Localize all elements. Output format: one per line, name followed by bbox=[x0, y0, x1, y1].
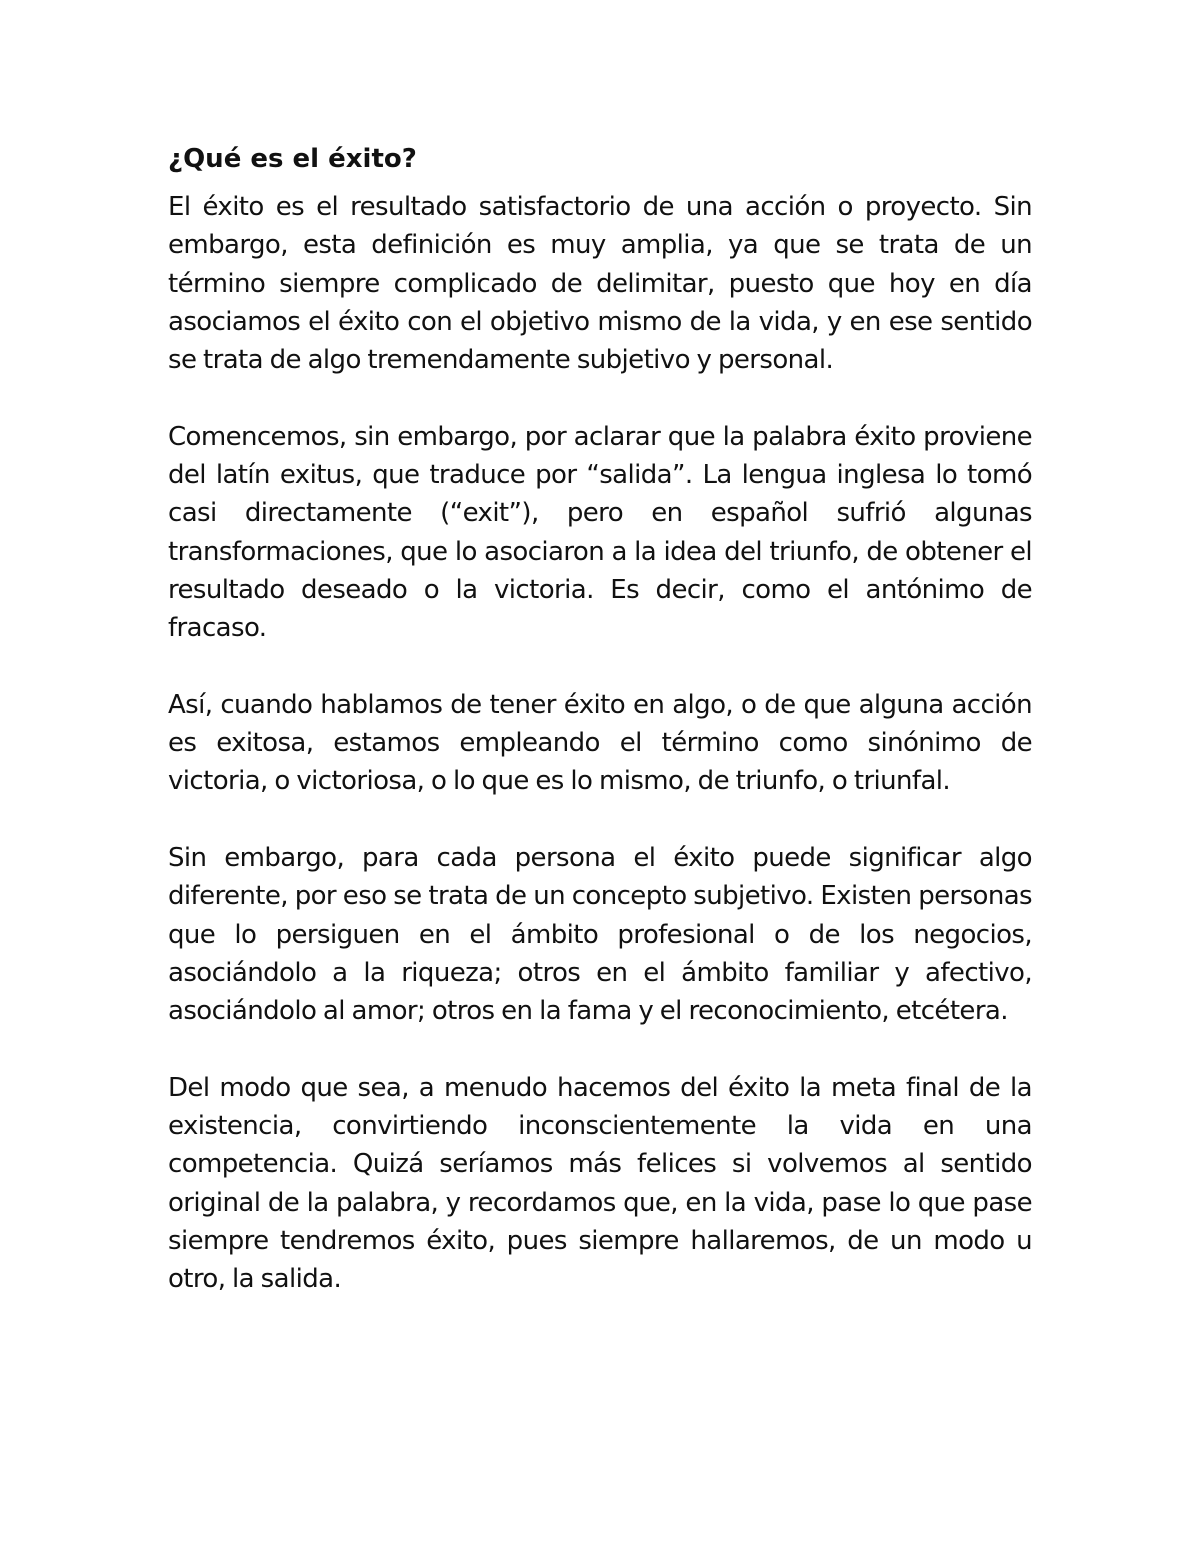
paragraph-4: Sin embargo, para cada persona el éxito puede significar algo diferente, por eso se trata de un concepto subjetivo. Existen personas que lo persiguen en el ámbito profesional o de los negocios, asociándolo a la riqueza; otros en el ámbito familiar y afectivo, asociándolo al amor; otros en la fama y el reconocimiento, etcétera. bbox=[168, 843, 1032, 1027]
document-body bbox=[168, 140, 1032, 1337]
document-title: ¿Qué es el éxito? bbox=[168, 144, 417, 174]
paragraph-2: Comencemos, sin embargo, por aclarar que la palabra éxito proviene del latín exitus, que traduce por “salida”. La lengua inglesa lo tomó casi directamente (“exit”), pero en español sufrió algunas transformaciones, que lo asociaron a la idea del triunfo, de obtener el resultado deseado o la victoria. Es decir, como el antónimo de fracaso. bbox=[168, 421, 1032, 644]
paragraph-1: El éxito es el resultado satisfactorio de una acción o proyecto. Sin embargo, esta definición es muy amplia, ya que se trata de un término siempre complicado de delimitar, puesto que hoy en día asociamos el éxito con el objetivo mismo de la vida, y en ese sentido se trata de algo tremendamente subjetivo y personal. bbox=[168, 192, 1032, 376]
paragraph-5: Del modo que sea, a menudo hacemos del éxito la meta final de la existencia, convirtiendo inconscientemente la vida en una competencia. Quizá seríamos más felices si volvemos al sentido original de la palabra, y recordamos que, en la vida, pase lo que pase siempre tendremos éxito, pues siempre hallaremos, de un modo u otro, la salida. bbox=[168, 1072, 1032, 1295]
paragraph-3: Así, cuando hablamos de tener éxito en algo, o de que alguna acción es exitosa, estamos empleando el término como sinónimo de victoria, o victoriosa, o lo que es lo mismo, de triunfo, o triunfal. bbox=[168, 689, 1032, 797]
